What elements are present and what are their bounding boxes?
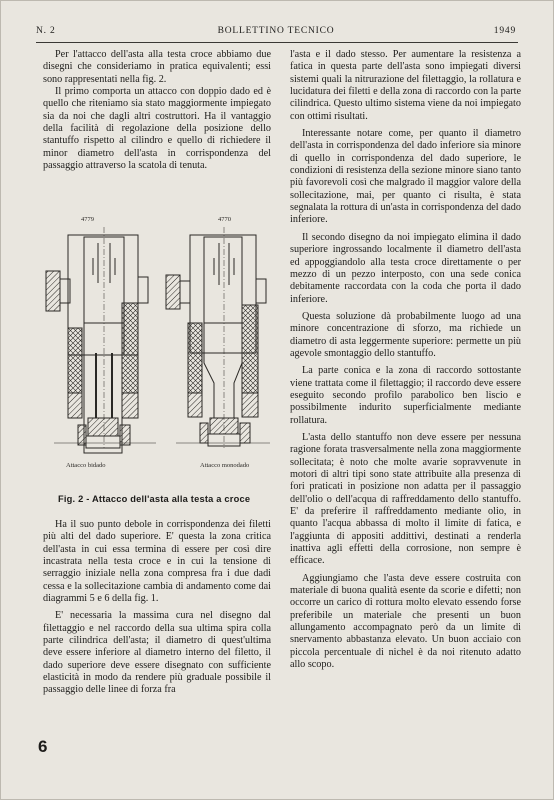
paragraph: Il primo comporta un attacco con doppio dado ed è quello che riteniamo sia stato maggiormente impiegato sia da noi che dagli altri costruttori. Ha il vantaggio della facilità di regolazione della posizione dello stantuffo rispetto al cilindro e quello di richiedere il minor diametro dell'asta in corrispondenza del passaggio attraverso la scatola di tenuta. bbox=[43, 86, 271, 172]
single-nut-drawing bbox=[166, 227, 270, 448]
right-drawing-label: Attacco monodado bbox=[200, 462, 250, 469]
header-rule bbox=[36, 42, 518, 43]
paragraph: l'asta e il dado stesso. Per aumentare la resistenza a fatica in questa parte dell'asta sono impiegati diversi sistemi quali la nitrurazione del filettaggio, la rollatura e lucidatura dei filetti e della zona di raccordo con la parte cilindrica. Questo ultimo sistema viene da noi impiegato con ottimi risultati. bbox=[290, 49, 521, 122]
right-drawing-number: 4770 bbox=[218, 216, 231, 223]
right-column bbox=[290, 49, 521, 672]
issue-number: N. 2 bbox=[36, 26, 56, 36]
figure-2-drawing bbox=[38, 213, 276, 503]
paragraph: Interessante notare come, per quanto il diametro dell'asta in corrispondenza del dado inferiore sia minore di quello in corrispondenza del dado superiore, le condizioni di resistenza della sezione minore siano tanto più favorevoli così che malgrado il maggior valore della sollecitazione, mai, per quanto ci risulta, è stata segnalata la rottura di un'asta in corrispondenza del dado inferiore. bbox=[290, 128, 521, 226]
paragraph: La parte conica e la zona di raccordo sottostante viene trattata come il filettaggio; il raccordo deve essere eseguito secondo profilo parabolico ben liscio e possibilmente indurito superficialmente mediante rollatura. bbox=[290, 365, 521, 426]
paragraph: Ha il suo punto debole in corrispondenza dei filetti più alti del dado superiore. E' questa la zona critica dell'asta in cui essa termina di essere per così dire incastrata nella testa croce e in cui la tensione di serraggio iniziale nella zona compresa fra i due dadi cessa e la sollecitazione cambia di andamento come dai diagrammi 5 e 6 della fig. 1. bbox=[43, 519, 271, 605]
paragraph: Questa soluzione dà probabilmente luogo ad una minore concentrazione di sforzo, ma richiede un diametro di asta leggermente superiore: permette un più agevole smontaggio dello stantuffo. bbox=[290, 310, 521, 359]
left-column-top bbox=[43, 49, 271, 172]
double-nut-drawing bbox=[46, 227, 156, 453]
left-drawing-number: 4779 bbox=[81, 216, 94, 223]
running-header bbox=[36, 26, 516, 40]
technical-drawing bbox=[38, 213, 276, 503]
left-column-bottom bbox=[43, 519, 271, 697]
paragraph: Il secondo disegno da noi impiegato elimina il dado superiore ingrossando localmente il diametro dell'asta ed appoggiandolo alla testa croce direttamente o per mezzo di un pezzo interposto, con una sede conica debitamente raccordata con la coda che porta il dado inferiore. bbox=[290, 231, 521, 305]
paragraph: E' necessaria la massima cura nel disegno dal filettaggio e nel raccordo della sua ultima spira colla parte cilindrica dell'asta; il diametro di quest'ultima deve essere inferiore al diametro interno del filetto, il dado superiore deve essere disegnato con sufficiente elasticità in modo da rendere più graduale possibile il passaggio delle linee di forza fra bbox=[43, 610, 271, 696]
paragraph: Per l'attacco dell'asta alla testa croce abbiamo due disegni che consideriamo in pratica equivalenti; essi sono rappresentati nella fig. 2. bbox=[43, 49, 271, 85]
paragraph: L'asta dello stantuffo non deve essere per nessuna ragione forata trasversalmente nella zona maggiormente sollecitata; è noto che molte avarie sopravvenute in motori di altri tipi sono state attribuite alla presenza di fori praticati in posizione non adatta per il passaggio dell'olio o dell'acqua di raffreddamento dello stantuffo. E' da preferire il raffreddamento mediante olio, in quanto l'acqua abbassa di molto il limite di fatica, e l'aggiunta di appositi addittivi, destinati a renderla inattiva agli effetti della corrosione, non sempre è efficace. bbox=[290, 431, 521, 567]
paragraph: Aggiungiamo che l'asta deve essere costruita con materiale di buona qualità esente da scorie e difetti; non occorre un carico di rottura molto elevato essendo forse preferibile un materiale che presenti un buon allungamento accompagnato però da un limite di snervamento abbastanza elevato. Un buon acciaio con piccola percentuale di nichel è da noi ritenuto adatto allo scopo. bbox=[290, 572, 521, 671]
left-drawing-label: Attacco bidado bbox=[66, 462, 106, 469]
page-number: 6 bbox=[38, 737, 48, 756]
figure-caption: Fig. 2 - Attacco dell'asta alla testa a croce bbox=[58, 494, 251, 504]
journal-title: BOLLETTINO TECNICO bbox=[217, 26, 335, 36]
year: 1949 bbox=[493, 26, 516, 36]
